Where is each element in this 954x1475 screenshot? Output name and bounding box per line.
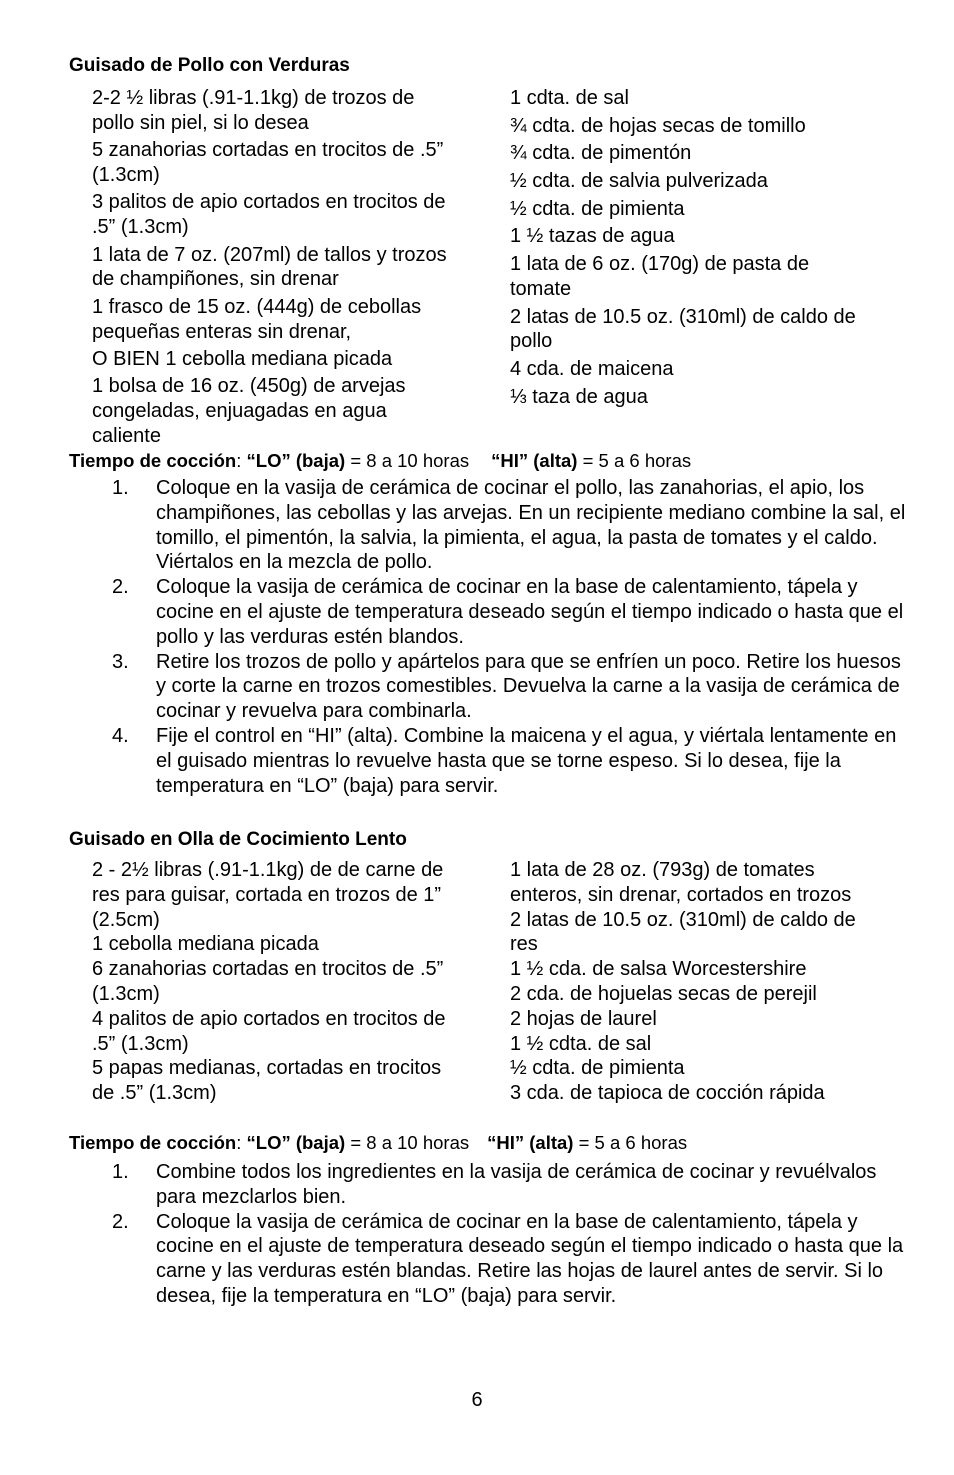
cook-time [69, 1132, 687, 1154]
ingredient: 2 hojas de laurel [510, 1007, 657, 1030]
lo-value: = 8 a 10 horas [345, 1132, 470, 1153]
step-number: 1. [112, 477, 129, 499]
ingredient: ½ cdta. de pimienta [510, 197, 685, 220]
ingredient: 4 palitos de apio cortados en trocitos de .5” (1.3cm) [92, 1007, 446, 1055]
step [112, 1160, 912, 1210]
hi-label: “HI” (alta) [487, 1132, 574, 1153]
step-text: Retire los trozos de pollo y apártelos para que se enfríen un poco. Retire los huesos y corte la carne en trozos comestibles. Devuelva la carne a la vasija de cerámica de cocinar y revuelva para combinarla. [156, 650, 901, 723]
ingredient: 1 lata de 6 oz. (170g) de pasta de tomate [510, 253, 810, 300]
ingredient: 2 - 2½ libras (.91-1.1kg) de de carne de res para guisar, cortada en trozos de 1” (2.5cm) [92, 859, 444, 931]
ingredients-left [92, 858, 454, 1106]
ingredients-right [510, 858, 870, 1106]
ingredient: 1 lata de 7 oz. (207ml) de tallos y trozos de champiñones, sin drenar [92, 243, 447, 291]
ingredient: 5 papas medianas, cortadas en trocitos de .5” (1.3cm) [92, 1057, 442, 1105]
cook-time-label: Tiempo de cocción [69, 1132, 237, 1153]
cook-time-sep: : [236, 450, 247, 471]
ingredient: O BIEN 1 cebolla mediana picada [92, 347, 393, 370]
step-text: Coloque la vasija de cerámica de cocinar en la base de calentamiento, tápela y cocine en el ajuste de temperatura deseado según el tiempo indicado o hasta que la carne y las verduras estén blandas. Retire las hojas de laurel antes de servir. Si lo desea, fije la temperatura en “LO” (baja) para servir. [156, 1210, 904, 1307]
step [112, 724, 912, 798]
step [112, 650, 912, 724]
step-number: 2. [112, 576, 129, 599]
ingredient: 1 ½ cda. de salsa Worcestershire [510, 958, 807, 981]
ingredient: 1 cdta. de sal [510, 87, 629, 109]
ingredient: 3 cda. de tapioca de cocción rápida [510, 1082, 825, 1105]
ingredient: 1 frasco de 15 oz. (444g) de cebollas pequeñas enteras sin drenar, [92, 295, 422, 343]
ingredients-right [510, 86, 870, 412]
step-text: Coloque en la vasija de cerámica de cocinar el pollo, las zanahorias, el apio, los champiñones, las cebollas y las arvejas. En un recipiente mediano combine la sal, el tomillo, el pimentón, la salvia, la pimienta, el agua, la pasta de tomates y el caldo. Viértalos en la mezcla de pollo. [156, 477, 906, 574]
ingredient: ¾ cdta. de pimentón [510, 142, 692, 165]
step-text: Fije el control en “HI” (alta). Combine la maicena y el agua, y viértala lentamente en el guisado mientras lo revuelve hasta que se torne espeso. Si lo desea, fije la temperatura en “LO” (baja) para servir. [156, 724, 897, 797]
ingredient: ⅓ taza de agua [510, 385, 648, 408]
cook-time-sep: : [236, 1132, 247, 1153]
step [112, 476, 912, 575]
lo-label: “LO” (baja) [246, 1132, 346, 1153]
cook-time-label: Tiempo de cocción [69, 450, 237, 471]
ingredient: ½ cdta. de salvia pulverizada [510, 170, 768, 193]
step [112, 575, 912, 649]
ingredients-left [92, 86, 454, 451]
ingredient: ½ cdta. de pimienta [510, 1057, 685, 1080]
step-number: 1. [112, 1161, 129, 1183]
step-number: 2. [112, 1210, 129, 1233]
hi-value: = 5 a 6 horas [577, 450, 692, 471]
hi-label: “HI” (alta) [491, 450, 578, 471]
step-number: 3. [112, 650, 129, 673]
ingredient: 3 palitos de apio cortados en trocitos de .5” (1.3cm) [92, 191, 446, 239]
hi-value: = 5 a 6 horas [573, 1132, 688, 1153]
cook-time [69, 450, 691, 472]
ingredient: 1 ½ cdta. de sal [510, 1032, 652, 1055]
ingredient: 4 cda. de maicena [510, 358, 674, 381]
ingredient: 2 latas de 10.5 oz. (310ml) de caldo de pollo [510, 305, 856, 353]
ingredient: 6 zanahorias cortadas en trocitos de .5” (1.3cm) [92, 958, 444, 1005]
step-text: Coloque la vasija de cerámica de cocinar en la base de calentamiento, tápela y cocine en el ajuste de temperatura deseado según el tiempo indicado o hasta que el pollo y las verduras estén blandos. [156, 576, 904, 648]
page-number: 6 [471, 1389, 483, 1411]
ingredient: 1 cebolla mediana picada [92, 933, 319, 956]
ingredient: 2 latas de 10.5 oz. (310ml) de caldo de res [510, 908, 856, 956]
lo-value: = 8 a 10 horas [345, 450, 470, 471]
steps-list [112, 476, 912, 798]
ingredient: 1 lata de 28 oz. (793g) de tomates enteros, sin drenar, cortados en trozos [510, 859, 852, 906]
ingredient: 5 zanahorias cortadas en trocitos de .5” (1.3cm) [92, 139, 444, 186]
step [112, 1210, 912, 1309]
ingredient: 2-2 ½ libras (.91-1.1kg) de trozos de pollo sin piel, si lo desea [92, 87, 415, 134]
recipe-title: Guisado de Pollo con Verduras [69, 55, 350, 76]
ingredient: 1 ½ tazas de agua [510, 225, 675, 248]
step-number: 4. [112, 724, 129, 747]
recipe-title: Guisado en Olla de Cocimiento Lento [69, 829, 407, 850]
steps-list [112, 1160, 912, 1309]
ingredient: 1 bolsa de 16 oz. (450g) de arvejas congeladas, enjuagadas en agua caliente [92, 375, 406, 447]
ingredient: ¾ cdta. de hojas secas de tomillo [510, 114, 806, 137]
lo-label: “LO” (baja) [246, 450, 346, 471]
step-text: Combine todos los ingredientes en la vasija de cerámica de cocinar y revuélvalos para mezclarlos bien. [156, 1161, 877, 1208]
ingredient: 2 cda. de hojuelas secas de perejil [510, 982, 817, 1005]
